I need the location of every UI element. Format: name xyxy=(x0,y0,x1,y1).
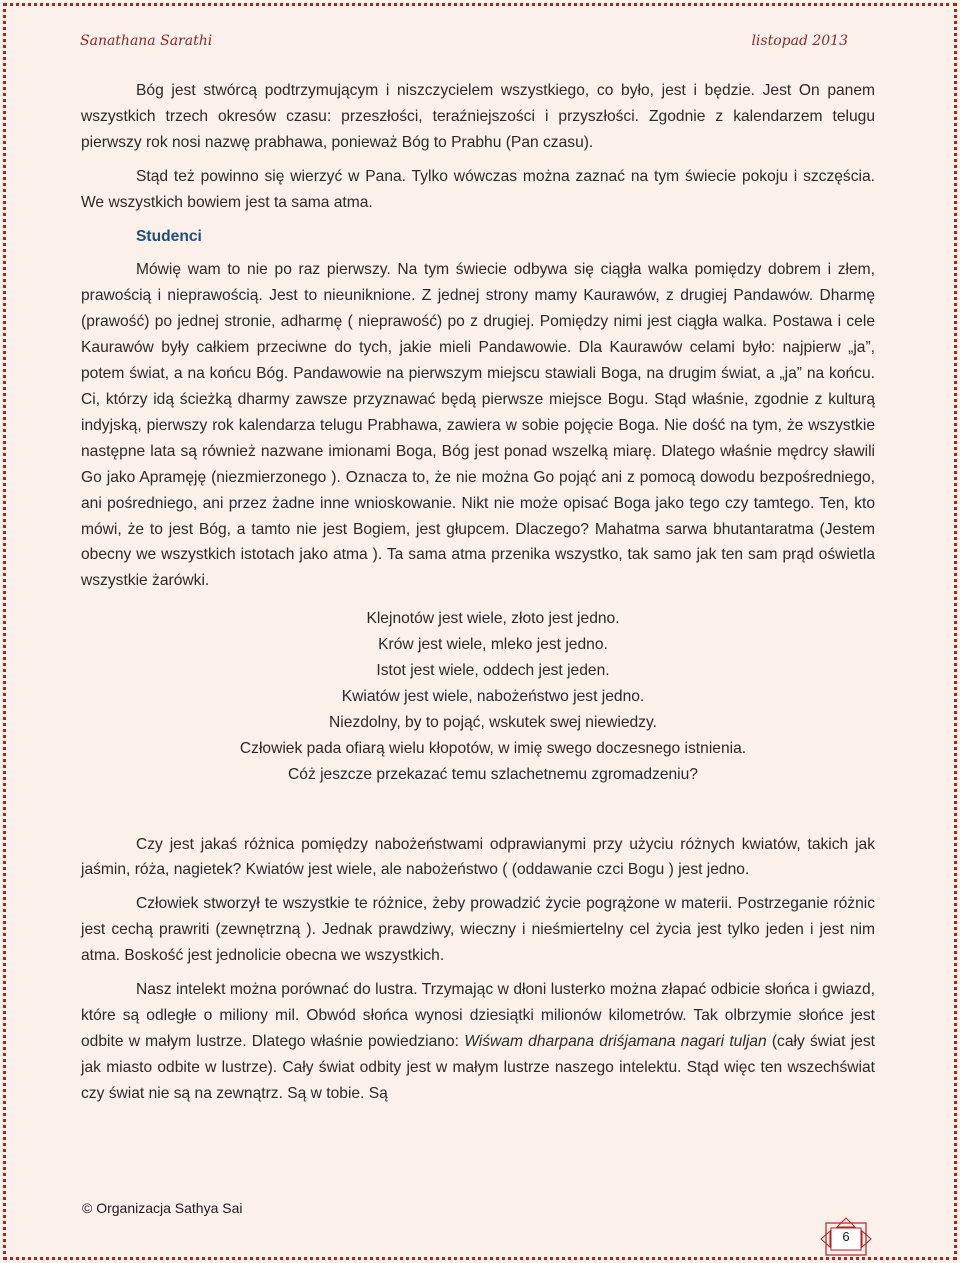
paragraph-4: Czy jest jakaś różnica pomiędzy nabożeństwami odprawianymi przy użyciu różnych kwiatów, takich jak jaśmin, róża, nagietek? Kwiatów jest wiele, ale nabożeństwo ( (oddawanie czci Bogu ) jest jedno. xyxy=(81,835,875,879)
poem-line: Krów jest wiele, mleko jest jedno. xyxy=(378,636,608,654)
header-issue-date: listopad 2013 xyxy=(751,33,848,49)
paragraph-3: Mówię wam to nie po raz pierwszy. Na tym świecie odbywa się ciągła walka pomiędzy dobrem i złem, prawością i nieprawością. Jest to nieuniknione. Z jednej strony mamy Kaurawów, z drugiej Pandawów. Dharmę (prawość) po jednej stronie, adharmę ( nieprawość) po z drugiej. Pomiędzy nimi jest ciągła walka. Postawa i cele Kaurawów były całkiem przeciwne do tych, jakie mieli Pandawowie. Dla Kaurawów celami było: najpierw „ja”, potem świat, a na końcu Bóg. Pandawowie na pierwszym miejscu stawiali Boga, na drugim świat, a „ja” na końcu. Ci, którzy idą ścieżką dharmy zawsze przyznawać będą pierwsze miejsce Bogu. Stąd właśnie, zgodnie z kulturą indyjską, pierwszy rok kalendarza telugu Prabhawa, zawiera w sobie pojęcie Boga. Nie dość na tym, że wszystkie następne lata są również nazwane imionami Boga, Bóg jest ponad wszelką miarę. Dlatego właśnie mędrcy sławili Go jako Apramęję (niezmierzonego ). Oznacza to, że nie można Go pojąć ani z pomocą dowodu bezpośredniego, ani pośredniego, ani przez żadne inne wnioskowanie. Nikt nie może opisać Boga jako tego czy tamtego. Ten, kto mówi, że to jest Bóg, a tamto nie jest Bogiem, jest głupcem. Dlaczego? Mahatma sarwa bhutantaratma (Jestem obecny we wszystkich istotach jako atma ). Ta sama atma przenika wszystko, tak samo jak ten sam prąd oświetla wszystkie żarówki. xyxy=(81,261,875,590)
paragraph-6-italic-quote: Wiśwam dharpana driśjamana nagari tuljan xyxy=(464,1032,767,1050)
poem-line: Klejnotów jest wiele, złoto jest jedno. xyxy=(366,610,620,628)
paragraph-2: Stąd też powinno się wierzyć w Pana. Tylko wówczas można zaznać na tym świecie pokoju i szczęścia. We wszystkich bowiem jest ta sama atma. xyxy=(81,167,875,211)
poem-line: Niezdolny, by to pojąć, wskutek swej niewiedzy. xyxy=(329,713,657,731)
poem-line: Człowiek pada ofiarą wielu kłopotów, w imię swego doczesnego istnienia. xyxy=(239,739,747,757)
paragraph-6 xyxy=(81,977,875,1107)
footer-copyright: © Organizacja Sathya Sai xyxy=(82,1200,243,1216)
poem-line: Cóż jeszcze przekazać temu szlachetnemu zgromadzeniu? xyxy=(288,765,698,783)
header-publication-title: Sanathana Sarathi xyxy=(80,33,213,49)
article-body xyxy=(81,78,875,1107)
page-number-badge xyxy=(820,1217,872,1259)
paragraph-6-text-a: Nasz intelekt można porównać do lustra. Trzymając w dłoni lusterko można złapać odbicie słońca i gwiazd, które są odległe o miliony mil. Obwód słońca wynosi dziesiątki milionów kilometrów. Tak olbrzymie słońce jest odbite w małym lustrze. Dlatego właśnie powiedziano: xyxy=(81,981,875,1050)
paragraph-6-text-b: (cały świat jest jak miasto odbite w lustrze). Cały świat odbity jest w małym lustrze naszego intelektu. Stąd więc ten wszechświat czy świat nie są na zewnątrz. Są w tobie. Są xyxy=(81,1032,875,1102)
poem-line: Kwiatów jest wiele, nabożeństwo jest jedno. xyxy=(341,687,645,705)
paragraph-5: Człowiek stworzył te wszystkie te różnice, żeby prowadzić życie pogrążone w materii. Postrzeganie różnic jest cechą prawriti (zewnętrzną ). Jednak prawdziwy, wieczny i nieśmiertelny cel życia jest tylko jeden i jest nim atma. Boskość jest jednolicie obecna we wszystkich. xyxy=(81,895,875,965)
section-heading: Studenci xyxy=(136,227,202,245)
paragraph-1: Bóg jest stwórcą podtrzymującym i niszczycielem wszystkiego, co było, jest i będzie. Jest On panem wszystkich trzech okresów czasu: przeszłości, teraźniejszości i przyszłości. Zgodnie z kalendarzem telugu pierwszy rok nosi nazwę prabhawa, ponieważ Bóg to Prabhu (Pan czasu). xyxy=(81,82,875,151)
poem-block xyxy=(81,606,875,787)
page-number: 6 xyxy=(842,1229,850,1244)
poem-line: Istot jest wiele, oddech jest jeden. xyxy=(376,662,610,680)
page-header xyxy=(80,33,848,49)
